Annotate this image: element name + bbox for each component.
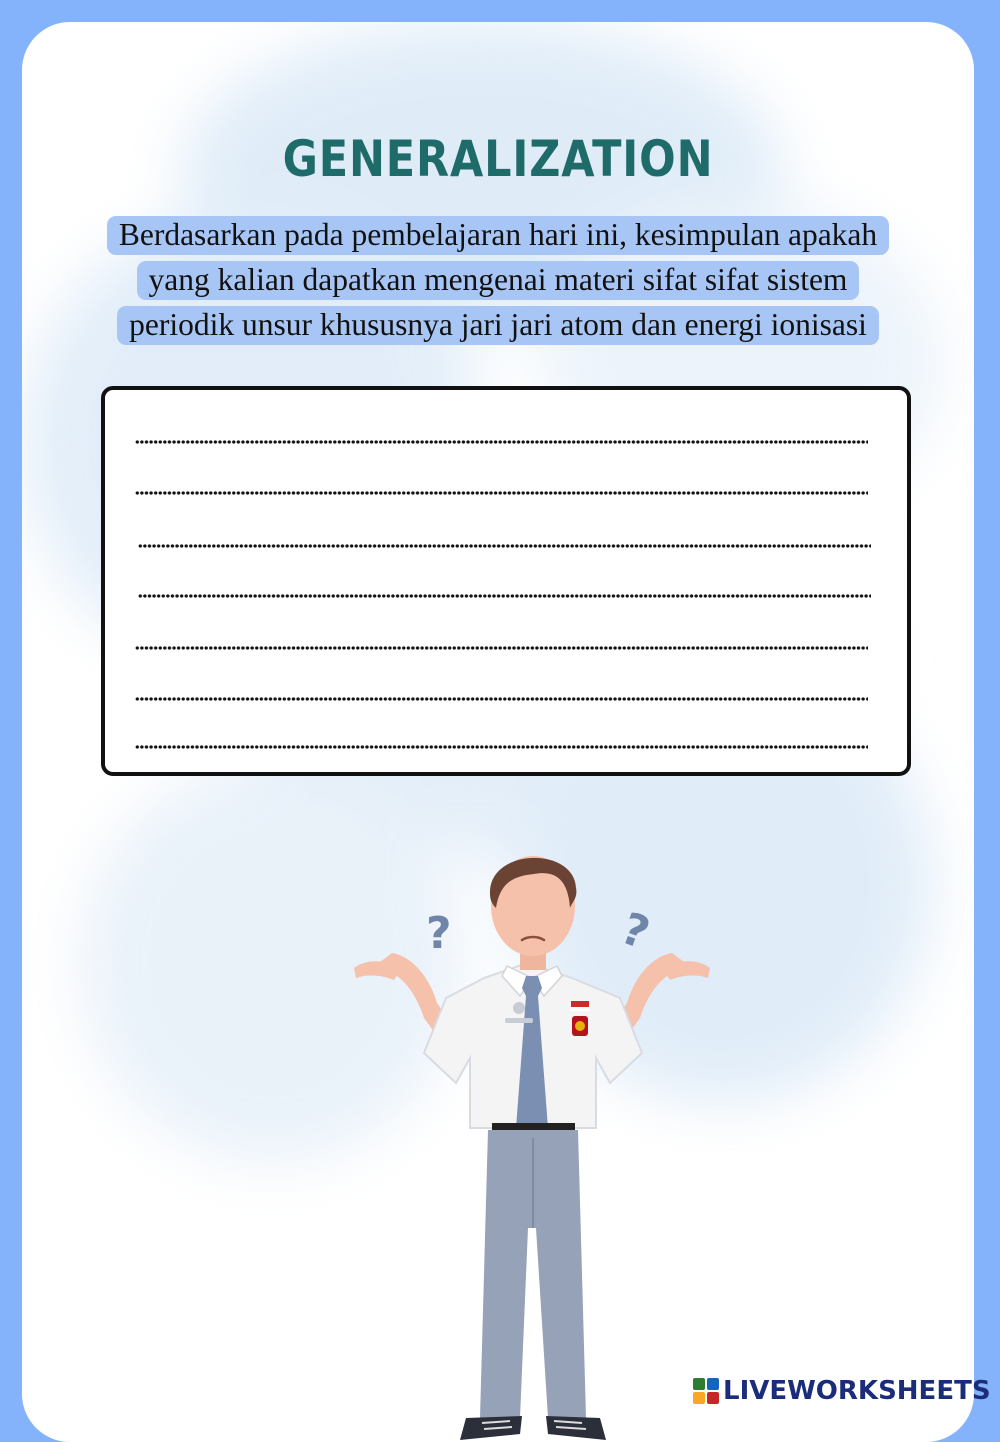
instruction-line-3: periodik unsur khususnya jari jari atom dan energi ionisasi [117,306,879,345]
answer-line-5[interactable] [135,646,868,650]
answer-line-4[interactable] [138,594,871,598]
answer-box[interactable] [101,386,911,776]
answer-line-2[interactable] [135,491,868,495]
question-mark-right: ? [614,903,656,960]
worksheet-card [22,22,974,1442]
answer-line-1[interactable] [135,440,868,444]
page-title: GENERALIZATION [282,130,714,188]
liveworksheets-brand [692,1375,991,1407]
answer-line-7[interactable] [135,745,868,749]
instruction-line-2: yang kalian dapatkan mengenai materi sifat sifat sistem [137,261,860,300]
question-mark-left: ? [426,908,452,959]
instruction-line-1: Berdasarkan pada pembelajaran hari ini, kesimpulan apakah [107,216,889,255]
brand-name: LIVEWORKSHEETS [723,1376,991,1406]
confused-student-illustration [342,828,722,1442]
answer-line-6[interactable] [135,697,868,701]
answer-line-3[interactable] [138,544,871,548]
instruction-text [62,212,934,347]
liveworksheets-logo-icon [692,1377,720,1405]
